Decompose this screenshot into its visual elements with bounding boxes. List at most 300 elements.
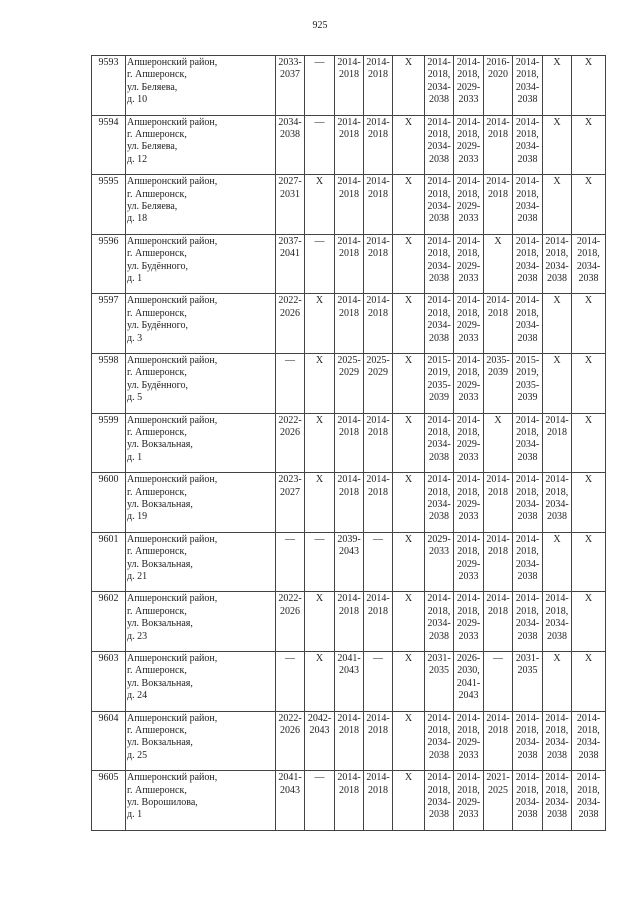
period-cell [276, 353, 305, 413]
period-cell [572, 413, 606, 473]
period-line: 2018, [516, 784, 539, 796]
period-line: 2043 [339, 665, 359, 677]
period-line: 2018, [516, 69, 539, 81]
period-cell [335, 711, 364, 771]
period-cell [393, 532, 425, 592]
period-cell [425, 115, 454, 175]
address-line: д. 1 [127, 273, 143, 284]
period-cell [364, 711, 393, 771]
period-line: 2025- [366, 354, 390, 366]
period-line: 2018, [457, 426, 480, 438]
row-number-cell: 9595 [92, 175, 126, 235]
period-line: 2039 [517, 392, 538, 404]
period-line: 2029- [456, 618, 481, 630]
period-line: 2034- [545, 737, 569, 749]
address-line: ул. Вокзальная, [127, 558, 193, 570]
period-line: 2014- [337, 474, 361, 486]
period-line: 2031- [427, 652, 451, 664]
table-row [92, 771, 606, 831]
period-line: 2039 [488, 367, 508, 379]
row-number-cell: 9597 [92, 294, 126, 354]
period-line: 2029- [456, 379, 481, 391]
address-cell [126, 413, 276, 473]
period-line: 2014- [486, 593, 510, 605]
period-line: 2014- [576, 712, 601, 724]
address-line: д. 19 [127, 511, 148, 523]
period-line: 2018 [339, 129, 359, 140]
period-line: X [404, 235, 413, 247]
period-cell [393, 234, 425, 294]
period-line: 2018, [516, 307, 539, 319]
row-number-cell: 9599 [92, 413, 126, 473]
period-line: 2034- [515, 141, 540, 153]
period-line: X [584, 533, 593, 545]
period-cell [305, 115, 335, 175]
period-line: X [584, 414, 593, 426]
period-line: 2014- [427, 414, 451, 426]
period-cell [364, 651, 393, 711]
address-line: д. 1 [127, 809, 143, 821]
period-line: 2014- [456, 57, 481, 68]
period-line: X [584, 593, 593, 605]
period-line: 2018 [368, 724, 388, 736]
period-cell [335, 532, 364, 592]
period-cell [305, 294, 335, 354]
period-line: 2039 [429, 392, 449, 404]
period-line: 2015- [427, 354, 451, 366]
period-cell [543, 592, 572, 652]
period-line: X [404, 57, 413, 68]
period-line: 2014- [337, 57, 361, 68]
period-line: 2014- [456, 295, 481, 307]
period-line: 2014- [456, 116, 481, 128]
period-line: 2029- [456, 141, 481, 153]
period-line: 2014- [427, 593, 451, 605]
period-line: X [315, 414, 324, 426]
period-cell [454, 56, 484, 116]
period-line: 2014- [366, 474, 390, 486]
period-line: 2027- [278, 176, 302, 188]
period-line: 2018, [457, 546, 480, 558]
period-line: 2041- [456, 677, 481, 689]
period-line: 2033 [458, 213, 479, 225]
period-line: 2033 [458, 451, 479, 463]
period-line: 2014- [366, 295, 390, 307]
period-line: — [285, 533, 295, 545]
period-cell [276, 651, 305, 711]
address-line: Апшеронский район, [127, 593, 218, 605]
period-cell [393, 175, 425, 235]
period-line: 2033- [278, 57, 302, 68]
period-cell [543, 771, 572, 831]
register-table-body [92, 56, 606, 831]
period-cell [335, 353, 364, 413]
address-line: д. 10 [127, 94, 148, 106]
period-cell [305, 353, 335, 413]
period-line: 2014- [576, 772, 601, 784]
period-line: 2018 [488, 307, 508, 319]
period-line: 2014- [427, 712, 451, 724]
period-line: 2033 [458, 392, 479, 404]
table-row [92, 651, 606, 711]
address-line: ул. Вокзальная, [127, 439, 193, 451]
period-line: — [373, 652, 383, 664]
period-line: 2038 [517, 451, 538, 463]
period-line: X [315, 652, 324, 664]
period-line: 2034- [545, 260, 569, 272]
period-cell [305, 592, 335, 652]
period-line: 2014- [366, 235, 390, 247]
period-line: 2014- [337, 176, 361, 188]
row-number-cell: 9593 [92, 56, 126, 116]
period-cell [393, 294, 425, 354]
period-cell [425, 56, 454, 116]
period-line: 2034- [427, 141, 451, 153]
period-line: 2014- [486, 712, 510, 724]
period-line: 2014- [427, 176, 451, 188]
period-line: 2038 [429, 511, 449, 523]
period-line: 2034- [576, 737, 601, 749]
period-line: 2018, [577, 248, 600, 260]
row-number-cell: 9600 [92, 473, 126, 533]
period-cell [425, 532, 454, 592]
period-line: 2035- [515, 379, 540, 391]
period-cell [276, 592, 305, 652]
period-cell [454, 592, 484, 652]
period-line: 2038 [517, 570, 538, 582]
address-line: ул. Вокзальная, [127, 618, 193, 630]
address-line: д. 5 [127, 392, 143, 404]
period-line: 2018 [488, 605, 508, 617]
address-line: г. Апшеронск, [127, 546, 187, 558]
period-line: 2038 [578, 749, 599, 761]
period-cell [364, 353, 393, 413]
period-line: 2038 [429, 94, 449, 106]
period-cell [305, 711, 335, 771]
period-cell [364, 234, 393, 294]
period-cell [305, 413, 335, 473]
period-line: 2018 [368, 307, 388, 319]
period-line: 2029- [456, 439, 481, 451]
period-line: 2018, [427, 605, 451, 617]
period-cell [543, 234, 572, 294]
address-line: Апшеронский район, [127, 295, 218, 307]
period-cell [364, 592, 393, 652]
period-cell [543, 115, 572, 175]
period-line: 2018, [457, 724, 480, 736]
period-line: X [553, 116, 561, 128]
period-line: 2018, [427, 426, 451, 438]
address-cell [126, 473, 276, 533]
period-line: 2034- [427, 618, 451, 630]
period-line: 2018, [516, 248, 539, 260]
period-line: 2038 [517, 511, 538, 523]
period-cell [364, 532, 393, 592]
period-cell [305, 473, 335, 533]
period-line: 2018, [516, 605, 539, 617]
period-line: X [553, 533, 561, 545]
period-line: 2033 [458, 809, 479, 821]
period-cell [484, 175, 513, 235]
period-line: — [314, 116, 325, 128]
table-row [92, 294, 606, 354]
table-row [92, 711, 606, 771]
period-cell [513, 532, 543, 592]
period-line: 2014- [515, 295, 540, 307]
period-line: 2018 [488, 129, 508, 140]
period-line: X [315, 593, 324, 605]
period-cell [276, 234, 305, 294]
period-line: 2014- [366, 116, 390, 128]
period-line: 2018, [516, 426, 539, 438]
period-line: 2033 [458, 332, 479, 344]
period-line: 2014- [456, 712, 481, 724]
period-cell [543, 56, 572, 116]
period-line: X [404, 116, 413, 128]
period-cell [513, 711, 543, 771]
period-line: 2029- [456, 320, 481, 332]
period-line: 2018 [368, 129, 388, 140]
period-line: 2018, [457, 129, 480, 140]
address-line: г. Апшеронск, [127, 188, 187, 200]
period-line: 2014- [366, 57, 390, 68]
page-number: 925 [312, 20, 328, 31]
period-line: 2035- [427, 379, 451, 391]
period-line: 2030, [457, 665, 480, 677]
period-cell [335, 234, 364, 294]
period-line: 2034- [545, 796, 569, 808]
period-line: 2033 [458, 630, 479, 642]
period-line: 2014- [337, 712, 361, 724]
address-cell [126, 532, 276, 592]
address-line: д. 18 [127, 213, 148, 225]
period-line: 2014- [486, 474, 510, 486]
period-cell [425, 711, 454, 771]
address-cell [126, 651, 276, 711]
period-line: 2026 [280, 724, 300, 736]
table-row [92, 413, 606, 473]
period-cell [305, 532, 335, 592]
period-line: 2018, [457, 248, 480, 260]
period-line: 2029- [427, 533, 451, 545]
period-line: 2038 [429, 451, 449, 463]
period-line: 2014- [337, 772, 361, 784]
period-line: 2034- [427, 737, 451, 749]
period-line: 2038 [578, 273, 599, 284]
period-line: 2018, [545, 248, 569, 260]
address-line: г. Апшеронск, [127, 367, 187, 379]
period-line: 2038 [429, 332, 449, 344]
address-line: г. Апшеронск, [127, 129, 187, 140]
period-cell [454, 473, 484, 533]
period-cell [276, 294, 305, 354]
period-line: 2029- [456, 260, 481, 272]
period-line: 2034- [427, 81, 451, 93]
period-line: 2033 [458, 153, 479, 165]
address-line: д. 12 [127, 153, 148, 165]
period-cell [335, 413, 364, 473]
period-cell [454, 353, 484, 413]
table-row [92, 532, 606, 592]
period-line: X [584, 116, 593, 128]
row-number-cell: 9596 [92, 234, 126, 294]
period-cell [425, 473, 454, 533]
period-cell [543, 473, 572, 533]
row-number-cell: 9601 [92, 532, 126, 592]
period-cell [454, 771, 484, 831]
period-line: 2014- [515, 772, 540, 784]
period-line: 2014- [456, 533, 481, 545]
period-cell [454, 115, 484, 175]
period-cell [364, 115, 393, 175]
period-line: 2014- [456, 772, 481, 784]
period-line: 2034- [515, 558, 540, 570]
period-cell [572, 771, 606, 831]
period-line: 2025- [337, 354, 361, 366]
period-line: 2034- [427, 439, 451, 451]
period-line: 2018 [488, 188, 508, 200]
period-line: 2018, [427, 248, 451, 260]
period-line: 2041 [280, 248, 300, 260]
period-cell [454, 532, 484, 592]
period-line: 2014- [515, 712, 540, 724]
period-line: 2023- [278, 474, 302, 486]
period-line: 2034- [515, 498, 540, 510]
period-line: 2018, [427, 784, 451, 796]
period-line: 2038 [429, 273, 449, 284]
period-line: 2018, [516, 129, 539, 140]
register-table [91, 55, 606, 831]
period-line: 2038 [547, 630, 567, 642]
period-line: 2018 [339, 188, 359, 200]
period-line: — [285, 652, 295, 664]
period-line: — [285, 354, 295, 366]
period-line: — [314, 57, 325, 68]
period-line: 2035 [429, 665, 449, 677]
period-cell [513, 115, 543, 175]
address-line: Апшеронский район, [127, 414, 218, 426]
period-line: 2025 [488, 784, 508, 796]
period-line: 2018, [457, 307, 480, 319]
row-number-cell: 9604 [92, 711, 126, 771]
address-line: ул. Ворошилова, [127, 796, 198, 808]
period-line: 2018, [545, 605, 569, 617]
address-line: ул. Беляева, [127, 81, 178, 93]
period-line: 2014- [456, 176, 481, 188]
period-line: 2043 [458, 690, 479, 702]
period-line: 2018, [516, 546, 539, 558]
period-cell [276, 413, 305, 473]
period-line: 2018 [339, 724, 359, 736]
address-line: г. Апшеронск, [127, 69, 187, 81]
period-cell [335, 473, 364, 533]
address-line: г. Апшеронск, [127, 248, 187, 260]
period-line: 2035 [517, 665, 538, 677]
table-row [92, 473, 606, 533]
period-cell [572, 294, 606, 354]
period-line: 2014- [456, 593, 481, 605]
period-line: X [404, 712, 413, 724]
period-cell [572, 592, 606, 652]
period-cell [484, 413, 513, 473]
period-line: 2038 [517, 153, 538, 165]
address-line: д. 24 [127, 690, 148, 702]
period-cell [513, 56, 543, 116]
period-line: 2029 [368, 367, 388, 379]
period-cell [305, 234, 335, 294]
period-line: X [404, 593, 413, 605]
address-line: Апшеронский район, [127, 176, 218, 188]
period-line: 2034- [427, 320, 451, 332]
address-cell [126, 592, 276, 652]
period-line: 2038 [547, 749, 567, 761]
period-line: X [584, 474, 593, 486]
period-cell [276, 115, 305, 175]
period-line: 2039- [337, 533, 361, 545]
period-cell [393, 353, 425, 413]
period-line: 2014- [366, 712, 390, 724]
period-line: 2026- [456, 652, 481, 664]
period-line: 2038 [517, 809, 538, 821]
period-line: 2038 [429, 153, 449, 165]
period-line: 2018, [427, 486, 451, 498]
period-line: 2014- [366, 772, 390, 784]
period-line: 2018, [545, 486, 569, 498]
period-line: 2029- [456, 558, 481, 570]
period-line: X [404, 354, 413, 366]
period-line: 2014- [515, 593, 540, 605]
period-line: 2019, [427, 367, 451, 379]
period-line: 2031- [515, 652, 540, 664]
period-cell [454, 413, 484, 473]
period-line: 2014- [366, 176, 390, 188]
period-line: 2014- [515, 116, 540, 128]
period-cell [364, 56, 393, 116]
address-line: Апшеронский район, [127, 474, 218, 486]
period-cell [454, 711, 484, 771]
period-line: 2042- [307, 712, 332, 724]
period-line: 2018 [488, 486, 508, 498]
address-line: г. Апшеронск, [127, 426, 187, 438]
period-line: 2018, [577, 724, 600, 736]
address-cell [126, 175, 276, 235]
period-line: 2041- [278, 772, 302, 784]
period-line: 2018, [516, 188, 539, 200]
period-cell [543, 294, 572, 354]
period-line: 2033 [458, 511, 479, 523]
row-number-cell: 9594 [92, 115, 126, 175]
period-line: 2026 [280, 307, 300, 319]
period-line: 2038 [517, 94, 538, 106]
period-cell [393, 711, 425, 771]
period-line: 2034- [545, 498, 569, 510]
period-line: 2014- [456, 354, 481, 366]
address-line: г. Апшеронск, [127, 605, 187, 617]
period-cell [543, 353, 572, 413]
period-line: 2038 [429, 809, 449, 821]
address-line: Апшеронский район, [127, 354, 218, 366]
table-row [92, 234, 606, 294]
period-line: X [315, 474, 324, 486]
period-line: 2033 [458, 94, 479, 106]
period-line: 2018, [427, 188, 451, 200]
period-line: — [373, 533, 383, 545]
period-cell [484, 771, 513, 831]
period-line: X [404, 772, 413, 784]
period-line: 2034- [576, 796, 601, 808]
address-line: д. 25 [127, 749, 148, 761]
address-line: ул. Будённого, [127, 320, 188, 332]
